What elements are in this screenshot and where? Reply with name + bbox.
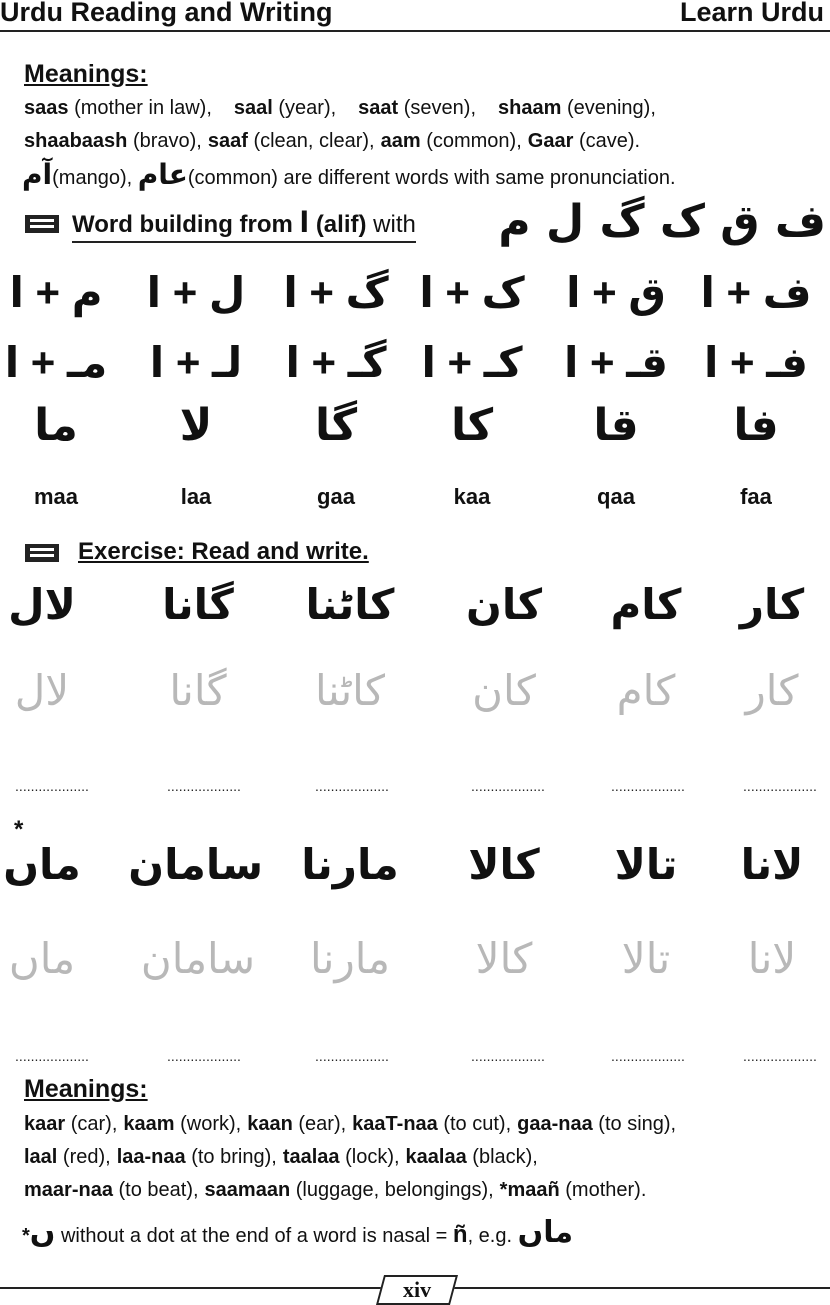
gloss-word: kaar: [24, 1113, 66, 1135]
initial-form-plus-alif: مـ + ا: [4, 339, 108, 386]
page-number-box: [376, 1275, 458, 1305]
meanings-heading-2: Meanings:: [24, 1075, 148, 1103]
exercise-word: کار: [739, 580, 805, 629]
gloss-word: saas: [24, 97, 69, 119]
gloss-word: *maañ: [499, 1179, 560, 1201]
letter-plus-alif: ل + ا: [146, 269, 246, 316]
roman-syllable: gaa: [317, 484, 355, 509]
joined-syllable: گا: [314, 400, 358, 451]
writing-blank[interactable]: ...................: [15, 1048, 89, 1064]
urdu-word-aam-mango: آم: [22, 158, 53, 191]
exercise-word: گانا: [162, 580, 234, 629]
tracing-word: مارنا: [309, 934, 391, 983]
letter-plus-alif: ف + ا: [700, 269, 812, 316]
tracing-word: لانا: [747, 934, 797, 983]
roman-syllable: maa: [33, 484, 79, 509]
roman-syllable: faa: [740, 484, 772, 509]
joined-syllable: کا: [450, 400, 494, 451]
meanings2-line1: [24, 1108, 676, 1141]
meanings2-line2: [24, 1141, 538, 1174]
writing-blank[interactable]: ...................: [167, 1048, 241, 1064]
exercise-word: ماں: [3, 840, 81, 889]
gloss-meaning: (clean, clear),: [253, 130, 375, 152]
meanings1-line1: [24, 92, 656, 125]
gloss-word: aam: [380, 130, 421, 152]
writing-blank[interactable]: ...................: [315, 778, 389, 794]
urdu-letters-row: ف ق ک گ ل م: [498, 196, 826, 247]
letter-plus-alif: ک + ا: [419, 269, 525, 316]
nasal-star-marker: *: [14, 816, 24, 843]
mango-meaning: (mango),: [52, 167, 133, 189]
tracing-word: کار: [745, 666, 799, 715]
tracing-word: کالا: [475, 934, 533, 983]
eg-text: , e.g.: [467, 1225, 513, 1247]
roman-syllable: laa: [180, 484, 212, 509]
tracing-word: لال: [14, 666, 70, 715]
exercise-word: کام: [610, 580, 682, 629]
initial-form-plus-alif: قـ + ا: [563, 339, 669, 386]
gloss-word: shaabaash: [24, 130, 128, 152]
gloss-meaning: (cave).: [578, 130, 641, 152]
noon-ghunna-letter: ں: [29, 1215, 56, 1250]
gloss-meaning: (mother).: [565, 1179, 647, 1201]
letter-plus-alif: ق + ا: [566, 269, 666, 316]
meanings1-line2: [24, 125, 640, 158]
initial-form-plus-alif: لـ + ا: [149, 339, 243, 386]
header-title-right: Learn Urdu: [679, 0, 824, 27]
gloss-word: shaam: [498, 97, 562, 119]
book-icon: [24, 543, 60, 563]
gloss-word: laal: [24, 1146, 58, 1168]
writing-blank[interactable]: ...................: [743, 778, 817, 794]
gloss-word: gaa-naa: [517, 1113, 593, 1135]
gloss-meaning: (to sing),: [598, 1113, 677, 1135]
gloss-meaning: (seven),: [403, 97, 477, 119]
joined-syllable: قا: [593, 400, 639, 451]
gloss-word: saal: [233, 97, 273, 119]
alif-label: (alif): [315, 211, 367, 238]
word-building-title: [72, 206, 416, 243]
letter-plus-alif: م + ا: [9, 269, 103, 316]
gloss-word: taalaa: [282, 1146, 340, 1168]
gloss-meaning: (car),: [70, 1113, 118, 1135]
tracing-word: تالا: [621, 934, 671, 983]
letter-plus-alif: گ + ا: [283, 269, 389, 316]
note-star: *: [22, 1225, 30, 1247]
roman-syllable: kaa: [453, 484, 491, 509]
roman-syllable: qaa: [597, 484, 635, 509]
tracing-word: کاٹنا: [315, 666, 385, 715]
gloss-word: Gaar: [527, 130, 574, 152]
exercise-word: کاٹنا: [305, 580, 395, 629]
writing-blank[interactable]: ...................: [611, 778, 685, 794]
gloss-word: maar-naa: [24, 1179, 113, 1201]
gloss-meaning: (bravo),: [132, 130, 202, 152]
nasal-note-text: without a dot at the end of a word is nasal =: [60, 1225, 448, 1247]
gloss-meaning: (year),: [278, 97, 337, 119]
gloss-word: saaf: [207, 130, 248, 152]
gloss-meaning: (to beat),: [118, 1179, 199, 1201]
word-building-prefix: Word building from: [72, 211, 293, 238]
tracing-word: کان: [472, 666, 536, 715]
meanings1-line3: [22, 158, 676, 195]
writing-blank[interactable]: ...................: [315, 1048, 389, 1064]
writing-blank[interactable]: ...................: [471, 778, 545, 794]
with-label: with: [373, 211, 416, 238]
book-icon: [24, 214, 60, 234]
tracing-word: ماں: [8, 934, 76, 983]
exercise-word: لال: [8, 580, 76, 629]
gloss-meaning: (luggage, belongings),: [295, 1179, 494, 1201]
writing-blank[interactable]: ...................: [167, 778, 241, 794]
gloss-meaning: (ear),: [298, 1113, 347, 1135]
gloss-meaning: (red),: [62, 1146, 111, 1168]
gloss-meaning: (common),: [426, 130, 522, 152]
joined-syllable: لا: [179, 400, 213, 451]
gloss-meaning: (lock),: [345, 1146, 400, 1168]
exercise-word: کان: [465, 580, 543, 629]
meanings-heading-1: Meanings:: [24, 60, 148, 88]
page-number: xiv: [402, 1277, 432, 1302]
urdu-word-aam-common: عام: [137, 158, 188, 191]
joined-syllable: فا: [733, 400, 779, 451]
page-header: [0, 0, 830, 32]
writing-blank[interactable]: ...................: [611, 1048, 685, 1064]
gloss-word: saamaan: [204, 1179, 291, 1201]
example-word-maan: ماں: [517, 1215, 574, 1250]
exercise-heading: Exercise: Read and write.: [78, 538, 369, 565]
pronunciation-note: (common) are different words with same pronunciation.: [187, 167, 676, 189]
gloss-meaning: (work),: [180, 1113, 242, 1135]
gloss-meaning: (black),: [472, 1146, 538, 1168]
writing-blank[interactable]: ...................: [15, 778, 89, 794]
meanings2-line3: [24, 1174, 646, 1207]
writing-blank[interactable]: ...................: [743, 1048, 817, 1064]
exercise-word: مارنا: [301, 840, 399, 889]
nasal-symbol: ñ: [452, 1221, 468, 1248]
gloss-word: kaan: [247, 1113, 293, 1135]
gloss-word: kaaT-naa: [352, 1113, 438, 1135]
gloss-meaning: (evening),: [566, 97, 656, 119]
initial-form-plus-alif: فـ + ا: [703, 339, 809, 386]
alif-letter: ا: [299, 206, 310, 239]
initial-form-plus-alif: کـ + ا: [421, 339, 523, 386]
tracing-word: گانا: [169, 666, 227, 715]
gloss-word: saat: [358, 97, 399, 119]
exercise-word: سامان: [128, 840, 263, 889]
gloss-meaning: (mother in law),: [74, 97, 212, 119]
gloss-meaning: (to bring),: [191, 1146, 277, 1168]
tracing-word: سامان: [140, 934, 256, 983]
exercise-word: کالا: [468, 840, 540, 889]
gloss-word: laa-naa: [116, 1146, 186, 1168]
initial-form-plus-alif: گـ + ا: [285, 339, 387, 386]
header-title-left: Urdu Reading and Writing: [0, 0, 333, 27]
tracing-word: کام: [616, 666, 676, 715]
joined-syllable: ما: [34, 400, 78, 451]
nasal-note: [22, 1216, 573, 1253]
exercise-word: لانا: [740, 840, 804, 889]
gloss-meaning: (to cut),: [443, 1113, 512, 1135]
writing-blank[interactable]: ...................: [471, 1048, 545, 1064]
gloss-word: kaalaa: [405, 1146, 467, 1168]
gloss-word: kaam: [123, 1113, 175, 1135]
exercise-word: تالا: [614, 840, 678, 889]
